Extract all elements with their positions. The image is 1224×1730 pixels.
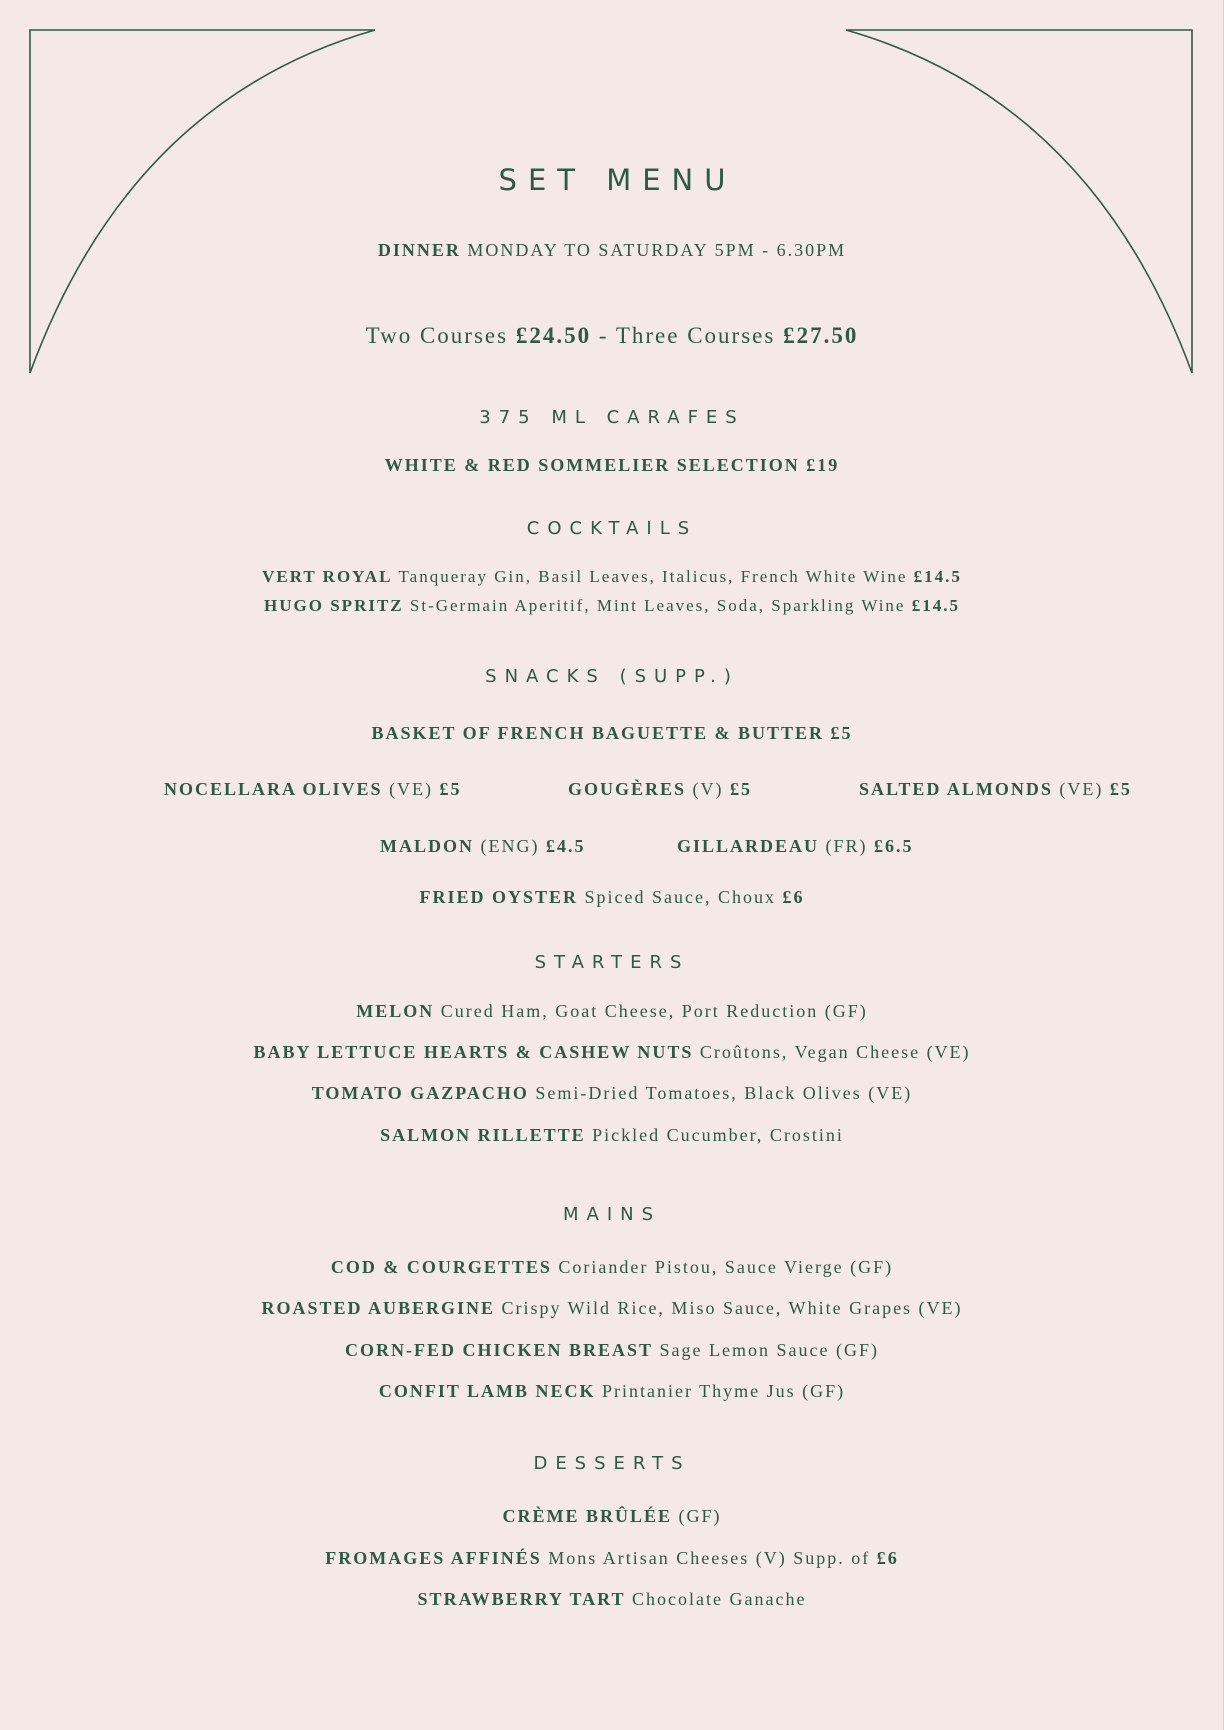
dinner-hours-line	[0, 240, 1224, 261]
snack-price: £5	[1109, 779, 1132, 799]
page-title: SET MENU	[498, 163, 737, 197]
snack-name: GOUGÈRES	[568, 779, 687, 799]
main-name: CORN-FED CHICKEN BREAST	[345, 1340, 654, 1360]
mains-heading: MAINS	[562, 1204, 662, 1225]
left-arch-frame	[30, 30, 375, 373]
main-name: ROASTED AUBERGINE	[261, 1298, 495, 1318]
cocktail-name: VERT ROYAL	[262, 567, 393, 586]
starter-name: TOMATO GAZPACHO	[311, 1083, 529, 1103]
snacks-heading: SNACKS (SUPP.)	[485, 666, 739, 687]
snack-item	[859, 779, 1132, 800]
starter-item	[0, 1001, 1224, 1022]
dessert-name: STRAWBERRY TART	[417, 1589, 626, 1609]
price-separator: -	[598, 323, 609, 348]
dessert-name: FROMAGES AFFINÉS	[325, 1548, 542, 1568]
snack-item	[164, 779, 462, 800]
main-item	[0, 1340, 1224, 1361]
main-desc: Sage Lemon Sauce (GF)	[659, 1340, 879, 1360]
fried-oyster-price: £6	[782, 887, 805, 907]
cocktail-item	[0, 567, 1224, 587]
dinner-label: DINNER	[377, 240, 461, 260]
snack-price: £5	[439, 779, 462, 799]
dessert-item	[0, 1548, 1224, 1569]
oyster-name: GILLARDEAU	[677, 836, 820, 856]
snack-tag: (VE)	[389, 779, 434, 799]
starter-name: SALMON RILLETTE	[380, 1125, 586, 1145]
two-courses-price: £24.50	[515, 323, 592, 348]
oyster-price: £6.5	[874, 836, 914, 856]
main-name: CONFIT LAMB NECK	[378, 1381, 596, 1401]
starter-desc: Semi-Dried Tomatoes, Black Olives (VE)	[535, 1083, 913, 1103]
oyster-price: £4.5	[545, 836, 586, 856]
dessert-desc: (GF)	[678, 1506, 722, 1526]
main-desc: Printanier Thyme Jus (GF)	[602, 1381, 846, 1401]
course-prices	[0, 323, 1224, 349]
fried-oyster-name: FRIED OYSTER	[419, 887, 579, 907]
oyster-item	[380, 836, 585, 857]
carafes-heading: 375 ML CARAFES	[479, 407, 745, 428]
dinner-hours: MONDAY TO SATURDAY 5PM - 6.30PM	[467, 240, 847, 260]
three-courses-price: £27.50	[783, 323, 859, 348]
dessert-name: CRÈME BRÛLÉE	[502, 1506, 673, 1526]
oyster-tag: (FR)	[825, 836, 868, 856]
snack-tag: (V)	[692, 779, 724, 799]
starter-item	[0, 1083, 1224, 1104]
oyster-item	[677, 836, 914, 857]
snack-price: £5	[730, 779, 753, 799]
bread-item: BASKET OF FRENCH BAGUETTE & BUTTER £5	[371, 723, 853, 743]
right-arch-frame	[846, 30, 1192, 373]
dessert-desc: Chocolate Ganache	[632, 1589, 807, 1609]
three-courses-label: Three Courses	[615, 323, 776, 348]
dessert-desc: Mons Artisan Cheeses (V) Supp. of	[548, 1548, 871, 1568]
main-desc: Coriander Pistou, Sauce Vierge (GF)	[558, 1257, 894, 1277]
starter-name: MELON	[356, 1001, 435, 1021]
main-item	[0, 1381, 1224, 1402]
cocktail-name: HUGO SPRITZ	[264, 596, 404, 615]
fried-oyster-desc: Spiced Sauce, Choux	[584, 887, 776, 907]
cocktail-price: £14.5	[913, 567, 962, 586]
desserts-heading: DESSERTS	[533, 1453, 691, 1474]
starter-desc: Pickled Cucumber, Crostini	[592, 1125, 844, 1145]
main-name: COD & COURGETTES	[330, 1257, 552, 1277]
main-desc: Crispy Wild Rice, Miso Sauce, White Grapes (VE)	[501, 1298, 963, 1318]
oyster-name: MALDON	[380, 836, 474, 856]
main-item	[0, 1298, 1224, 1319]
starters-heading: STARTERS	[534, 952, 690, 973]
two-courses-label: Two Courses	[365, 323, 509, 348]
starter-name: BABY LETTUCE HEARTS & CASHEW NUTS	[253, 1042, 694, 1062]
starter-desc: Cured Ham, Goat Cheese, Port Reduction (GF)	[440, 1001, 868, 1021]
dessert-item	[0, 1589, 1224, 1610]
cocktail-desc: St-Germain Aperitif, Mint Leaves, Soda, Sparkling Wine	[409, 596, 906, 615]
fried-oyster-item	[0, 887, 1224, 908]
oyster-tag: (ENG)	[480, 836, 540, 856]
snack-item	[568, 779, 752, 800]
starter-desc: Croûtons, Vegan Cheese (VE)	[699, 1042, 971, 1062]
cocktails-heading: COCKTAILS	[526, 518, 698, 539]
cocktail-item	[0, 596, 1224, 616]
snack-tag: (VE)	[1059, 779, 1104, 799]
cocktail-price: £14.5	[911, 596, 960, 615]
starter-item	[0, 1125, 1224, 1146]
snack-name: NOCELLARA OLIVES	[164, 779, 383, 799]
starter-item	[0, 1042, 1224, 1063]
main-item	[0, 1257, 1224, 1278]
carafes-item: WHITE & RED SOMMELIER SELECTION £19	[384, 455, 840, 475]
snack-name: SALTED ALMONDS	[859, 779, 1053, 799]
cocktail-desc: Tanqueray Gin, Basil Leaves, Italicus, French White Wine	[398, 567, 908, 586]
dessert-item	[0, 1506, 1224, 1527]
dessert-price: £6	[876, 1548, 899, 1568]
